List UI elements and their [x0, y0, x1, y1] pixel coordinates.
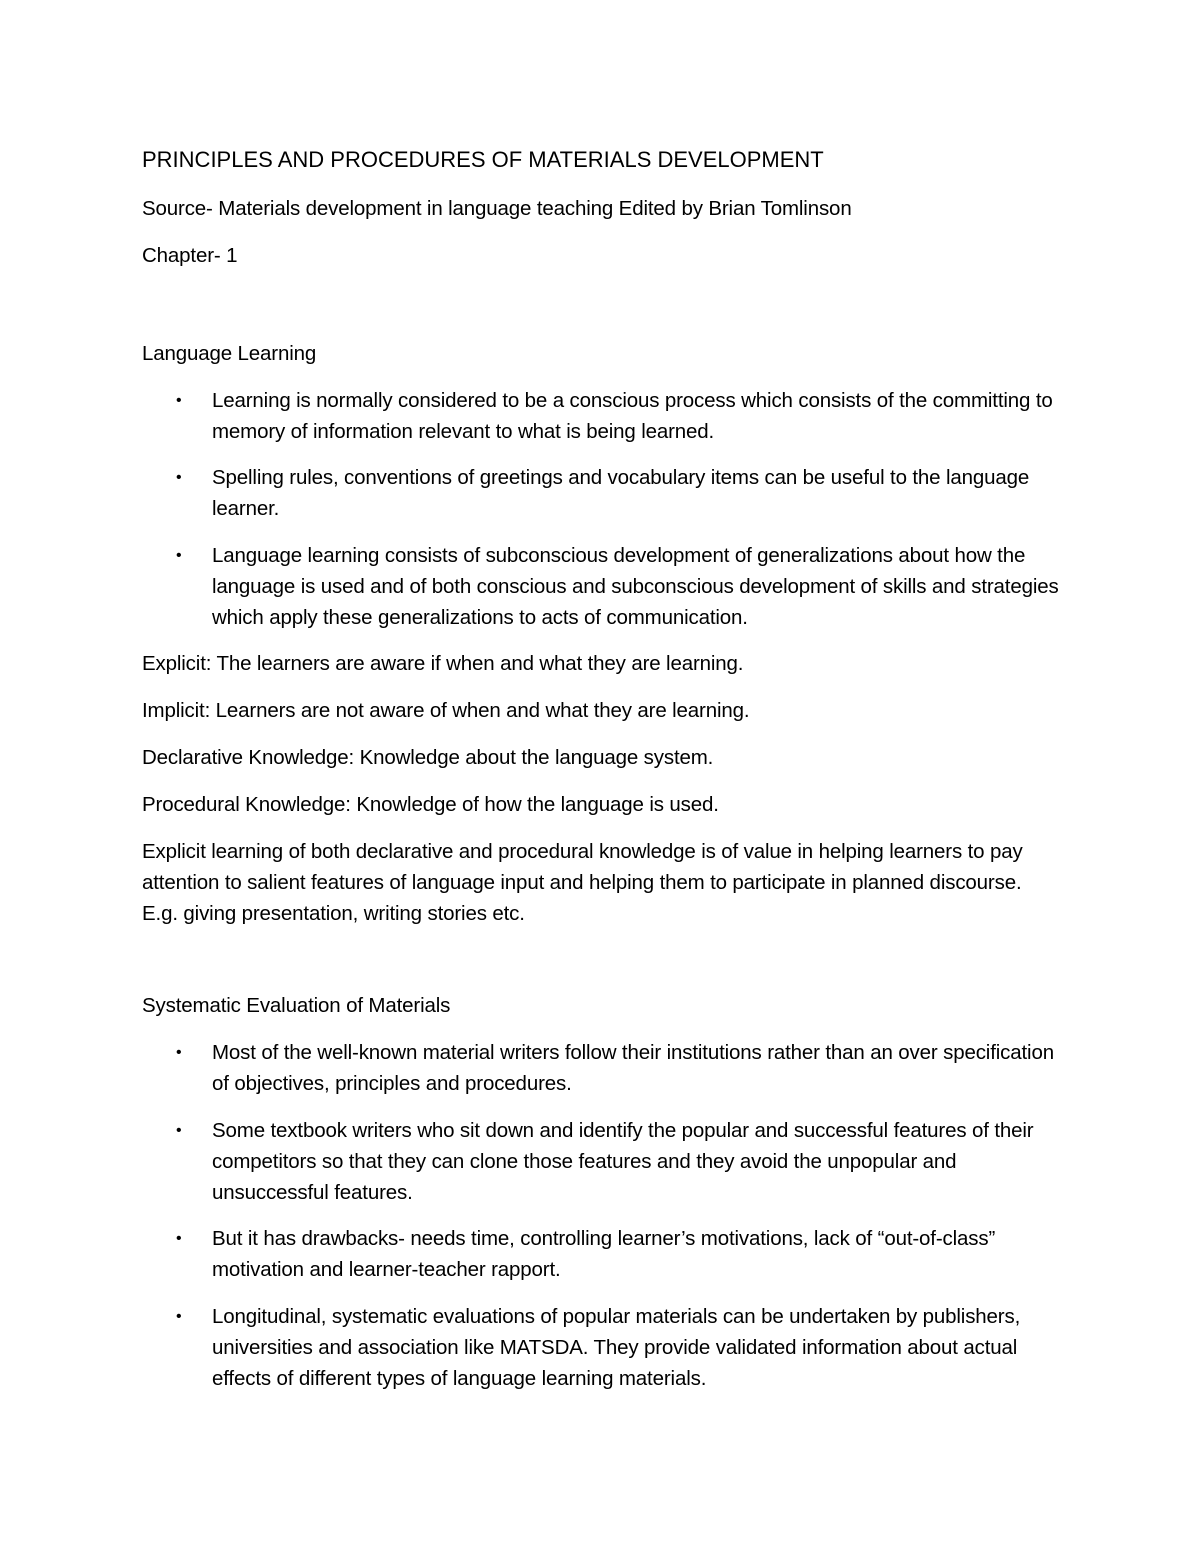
list-item [142, 540, 1072, 633]
bullet-icon: • [176, 1122, 182, 1139]
definition-implicit: Implicit: Learners are not aware of when and what they are learning. [142, 699, 750, 722]
list-item-text: Longitudinal, systematic evaluations of popular materials can be undertaken by publishers, universities and association like MATSDA. They provide validated information about actual effects of different types of language learning materials. [212, 1305, 1021, 1390]
list-item-text: Some textbook writers who sit down and identify the popular and successful features of their competitors so that they can clone those features and they avoid the unpopular and unsuccessful features. [212, 1119, 1034, 1204]
section-heading-systematic-evaluation: Systematic Evaluation of Materials [142, 994, 451, 1017]
list-item-text: Language learning consists of subconscious development of generalizations about how the language is used and of both conscious and subconscious development of skills and strategies which apply these generalizations to acts of communication. [212, 544, 1059, 629]
list-item [142, 1223, 1072, 1285]
section-heading-language-learning: Language Learning [142, 342, 317, 365]
bullet-icon: • [176, 547, 182, 564]
bullet-icon: • [176, 469, 182, 486]
explicit-learning-paragraph: Explicit learning of both declarative and procedural knowledge is of value in helping learners to pay attention to salient features of language input and helping them to participate in planned discourse. E.g. giving presentation, writing stories etc. [142, 840, 1023, 925]
list-item-text: Most of the well-known material writers follow their institutions rather than an over specification of objectives, principles and procedures. [212, 1041, 1054, 1095]
list-item-text: Spelling rules, conventions of greetings and vocabulary items can be useful to the language learner. [212, 466, 1030, 520]
list-item-text: Learning is normally considered to be a conscious process which consists of the committing to memory of information relevant to what is being learned. [212, 389, 1053, 443]
list-item [142, 1301, 1072, 1394]
definition-explicit: Explicit: The learners are aware if when and what they are learning. [142, 652, 744, 675]
definition-declarative-knowledge: Declarative Knowledge: Knowledge about the language system. [142, 746, 714, 769]
bullet-icon: • [176, 1308, 182, 1325]
list-item [142, 1115, 1072, 1208]
definition-procedural-knowledge: Procedural Knowledge: Knowledge of how the language is used. [142, 793, 719, 816]
list-item-text: But it has drawbacks- needs time, controlling learner’s motivations, lack of “out-of-class” motivation and learner-teacher rapport. [212, 1227, 996, 1281]
bullet-icon: • [176, 1230, 182, 1247]
bullet-icon: • [176, 1044, 182, 1061]
chapter-line: Chapter- 1 [142, 244, 238, 267]
document-title: PRINCIPLES AND PROCEDURES OF MATERIALS DEVELOPMENT [142, 147, 824, 172]
list-item [142, 385, 1072, 447]
source-line: Source- Materials development in language teaching Edited by Brian Tomlinson [142, 197, 852, 220]
bullet-icon: • [176, 392, 182, 409]
list-item [142, 462, 1072, 524]
list-item [142, 1037, 1072, 1099]
